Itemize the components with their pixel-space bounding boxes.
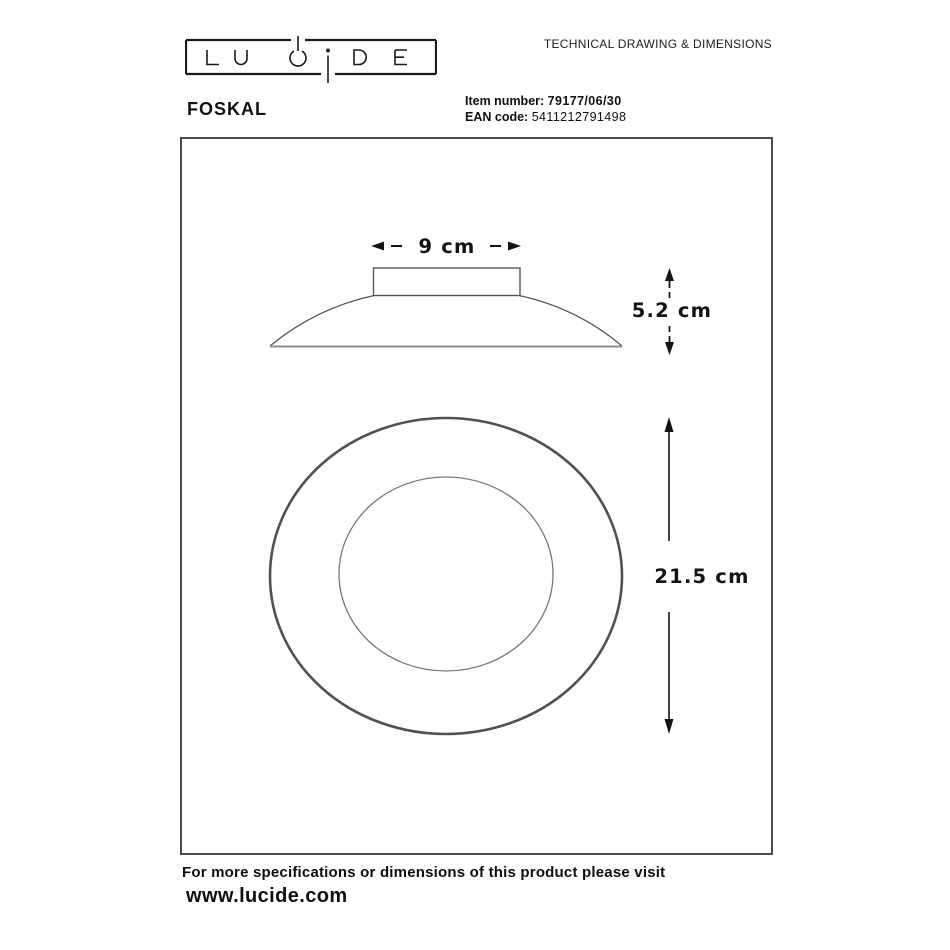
item-number-label: Item number: xyxy=(465,94,545,108)
item-number-row xyxy=(465,93,626,109)
letter-L xyxy=(207,50,219,65)
dimension-width xyxy=(371,235,521,258)
diameter-dimension-label: 21.5 cm xyxy=(654,565,750,588)
side-view xyxy=(270,268,622,347)
footer-note: For more specifications or dimensions of this product please visit xyxy=(182,864,666,881)
top-view-inner-circle xyxy=(339,477,553,671)
ean-code-value: 5411212791498 xyxy=(531,110,627,124)
dimension-height xyxy=(632,268,712,355)
letter-U xyxy=(235,50,247,65)
width-dimension-label: 9 cm xyxy=(418,235,476,258)
document-title: TECHNICAL DRAWING & DIMENSIONS xyxy=(543,37,772,51)
side-view-dome-right xyxy=(519,296,622,347)
drawing-frame xyxy=(180,137,773,855)
item-number-value: 79177/06/30 xyxy=(547,94,622,108)
arrow-up-icon xyxy=(665,268,674,281)
arrow-down-icon xyxy=(665,719,674,734)
footer-website: www.lucide.com xyxy=(186,885,348,907)
ean-code-row xyxy=(465,109,626,125)
letter-E xyxy=(395,50,407,65)
ean-code-label: EAN code: xyxy=(465,110,529,124)
letter-i-dot xyxy=(326,49,330,53)
arrow-right-icon xyxy=(508,242,521,251)
arrow-down-icon xyxy=(665,342,674,355)
product-codes xyxy=(465,93,626,125)
letter-D xyxy=(354,50,366,65)
side-view-dome-left xyxy=(270,296,374,347)
top-view xyxy=(270,418,622,734)
side-view-mount-box xyxy=(374,268,521,296)
top-view-outer-circle xyxy=(270,418,622,734)
height-dimension-label: 5.2 cm xyxy=(631,299,713,322)
letter-C xyxy=(290,51,306,66)
logo-letters xyxy=(207,36,407,83)
technical-drawing xyxy=(182,139,771,853)
dimension-diameter xyxy=(654,417,749,734)
arrow-left-icon xyxy=(371,242,384,251)
product-name: FOSKAL xyxy=(187,99,267,119)
lucide-logo xyxy=(185,36,437,86)
arrow-up-icon xyxy=(665,417,674,432)
